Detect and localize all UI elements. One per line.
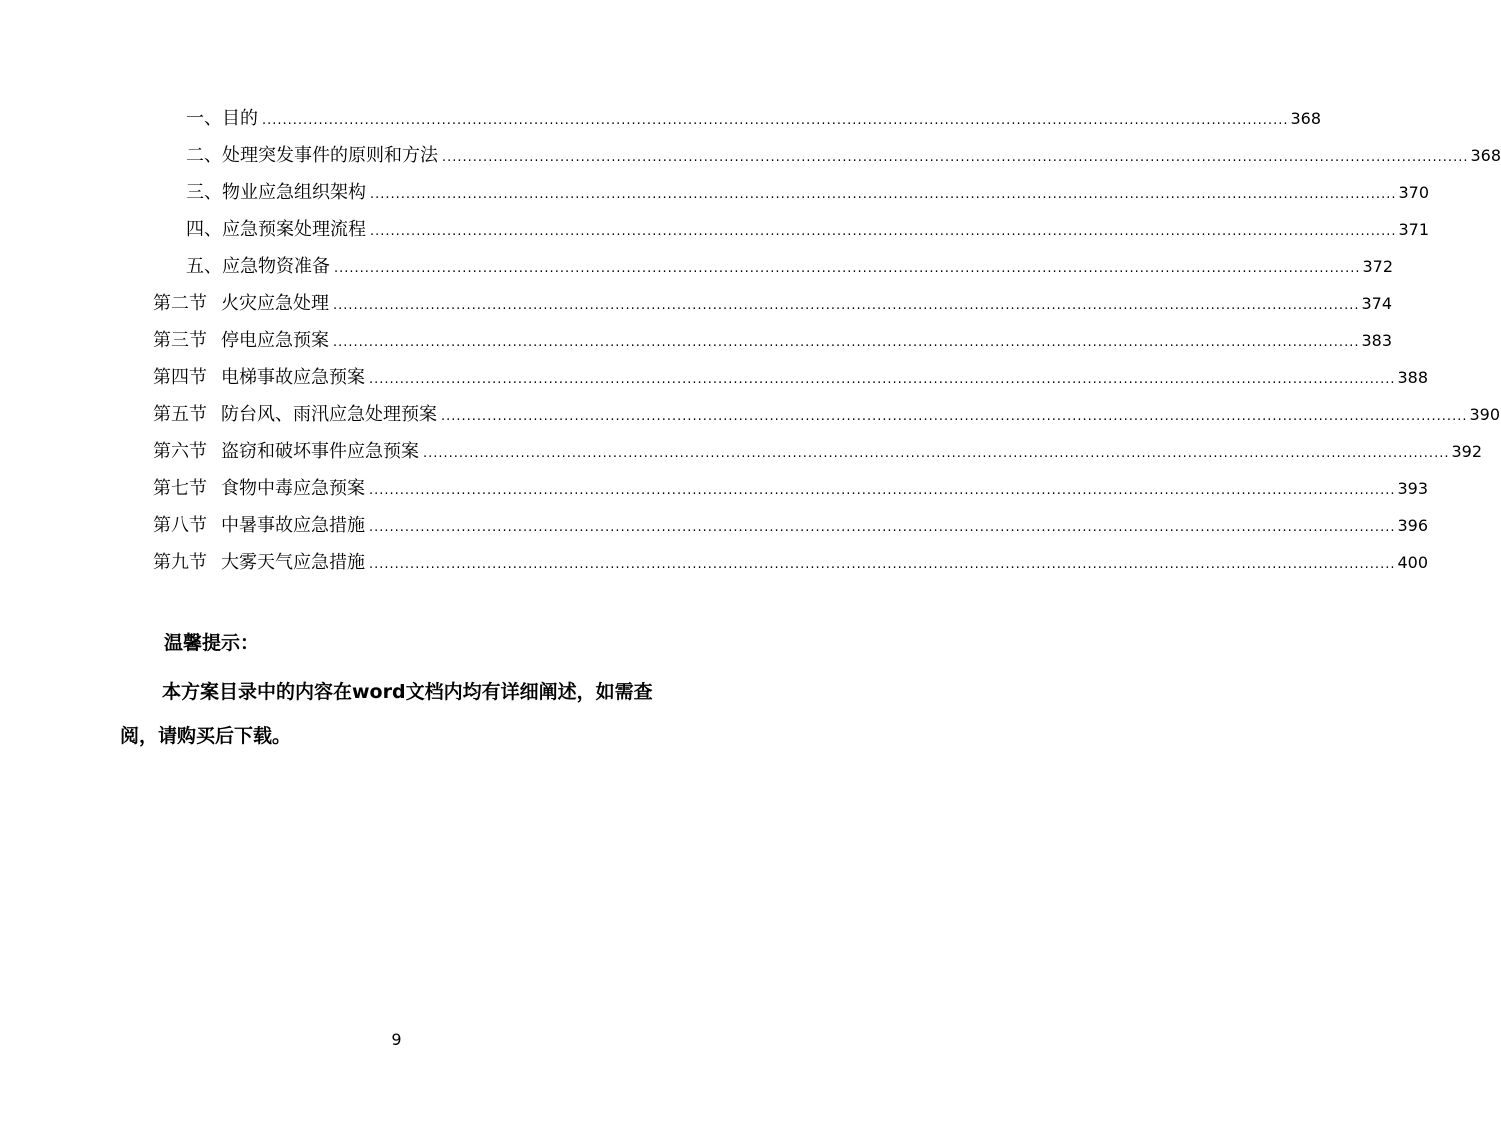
toc-entry-label (153, 396, 437, 433)
toc-entry[interactable] (153, 322, 1393, 359)
toc-entry-label (153, 359, 365, 396)
toc-leader-dots: ........................................................................................................................................................................................................ (333, 335, 1360, 350)
toc-section-number: 第三节 (153, 330, 207, 351)
toc-section-title: 停电应急预案 (221, 330, 329, 351)
toc-entry[interactable] (153, 285, 1393, 322)
toc-section-number: 第七节 (153, 478, 207, 499)
toc-entry-page: 400 (1397, 553, 1429, 572)
toc-entry-label (153, 507, 365, 544)
page-number: 9 (391, 1030, 402, 1049)
toc-entry-label (153, 544, 365, 581)
toc-entry-label: 二、处理突发事件的原则和方法 (186, 145, 438, 166)
toc-leader-dots: ........................................................................................................................................................................................................ (333, 298, 1360, 313)
toc-section-title: 中暑事故应急措施 (221, 515, 365, 536)
toc-entry-label: 一、目的 (186, 108, 258, 129)
toc-section-title: 电梯事故应急预案 (221, 367, 365, 388)
toc-entry-page: 372 (1362, 257, 1394, 276)
toc-entry-label (153, 322, 329, 359)
toc-section-number: 第四节 (153, 367, 207, 388)
toc-section-title: 火灾应急处理 (221, 293, 329, 314)
toc-entry-label: 三、物业应急组织架构 (186, 182, 366, 203)
toc-entry-label: 五、应急物资准备 (186, 256, 330, 277)
toc-entry-page: 368 (1290, 109, 1322, 128)
toc-leader-dots: ........................................................................................................................................................................................................ (369, 483, 1396, 498)
toc-section-number: 第九节 (153, 552, 207, 573)
toc-leader-dots: ........................................................................................................................................................................................................ (262, 113, 1289, 128)
toc-leader-dots: ........................................................................................................................................................................................................ (370, 224, 1397, 239)
toc-entry[interactable] (186, 174, 1430, 211)
toc-entry[interactable] (153, 507, 1429, 544)
toc-entry[interactable] (186, 100, 1322, 137)
toc-section-title: 食物中毒应急预案 (221, 478, 365, 499)
toc-entry-label: 四、应急预案处理流程 (186, 219, 366, 240)
toc-leader-dots: ........................................................................................................................................................................................................ (441, 409, 1468, 424)
toc-entry[interactable] (153, 396, 1501, 433)
toc-section-number: 第五节 (153, 404, 207, 425)
toc-section-number: 第八节 (153, 515, 207, 536)
notice-title: 温馨提示： (164, 632, 260, 654)
toc-leader-dots: ........................................................................................................................................................................................................ (423, 446, 1450, 461)
toc-entry-page: 368 (1470, 146, 1501, 165)
toc-section-number: 第二节 (153, 293, 207, 314)
toc-entry-label (153, 470, 365, 507)
toc-leader-dots: ........................................................................................................................................................................................................ (369, 372, 1396, 387)
toc-entry-page: 393 (1397, 479, 1429, 498)
toc-section-title: 大雾天气应急措施 (221, 552, 365, 573)
toc-leader-dots: ........................................................................................................................................................................................................ (370, 187, 1397, 202)
toc-entry[interactable] (153, 359, 1429, 396)
toc-entry-page: 388 (1397, 368, 1429, 387)
toc-entry[interactable] (186, 248, 1394, 285)
toc-entry[interactable] (153, 544, 1429, 581)
toc-entry-page: 374 (1361, 294, 1393, 313)
toc-entry-page: 371 (1398, 220, 1430, 239)
toc-entry-page: 396 (1397, 516, 1429, 535)
toc-section-number: 第六节 (153, 441, 207, 462)
toc-entry-label (153, 433, 419, 470)
notice-body: 本方案目录中的内容在word文档内均有详细阐述，如需查阅，请购买后下载。 (120, 681, 653, 747)
toc-entry-page: 370 (1398, 183, 1430, 202)
toc-section-title: 盗窃和破坏事件应急预案 (221, 441, 419, 462)
toc-entry-page: 383 (1361, 331, 1393, 350)
toc-entry-page: 392 (1451, 442, 1483, 461)
toc-entry[interactable] (153, 433, 1483, 470)
toc-entry-label (153, 285, 329, 322)
toc-leader-dots: ........................................................................................................................................................................................................ (334, 261, 1361, 276)
toc-leader-dots: ........................................................................................................................................................................................................ (369, 557, 1396, 572)
toc-section-title: 防台风、雨汛应急处理预案 (221, 404, 437, 425)
toc-entry[interactable] (153, 470, 1429, 507)
toc-leader-dots: ........................................................................................................................................................................................................ (442, 150, 1469, 165)
toc-entry[interactable] (186, 211, 1430, 248)
toc-entry-page: 390 (1469, 405, 1501, 424)
toc-entry[interactable] (186, 137, 1501, 174)
toc-leader-dots: ........................................................................................................................................................................................................ (369, 520, 1396, 535)
